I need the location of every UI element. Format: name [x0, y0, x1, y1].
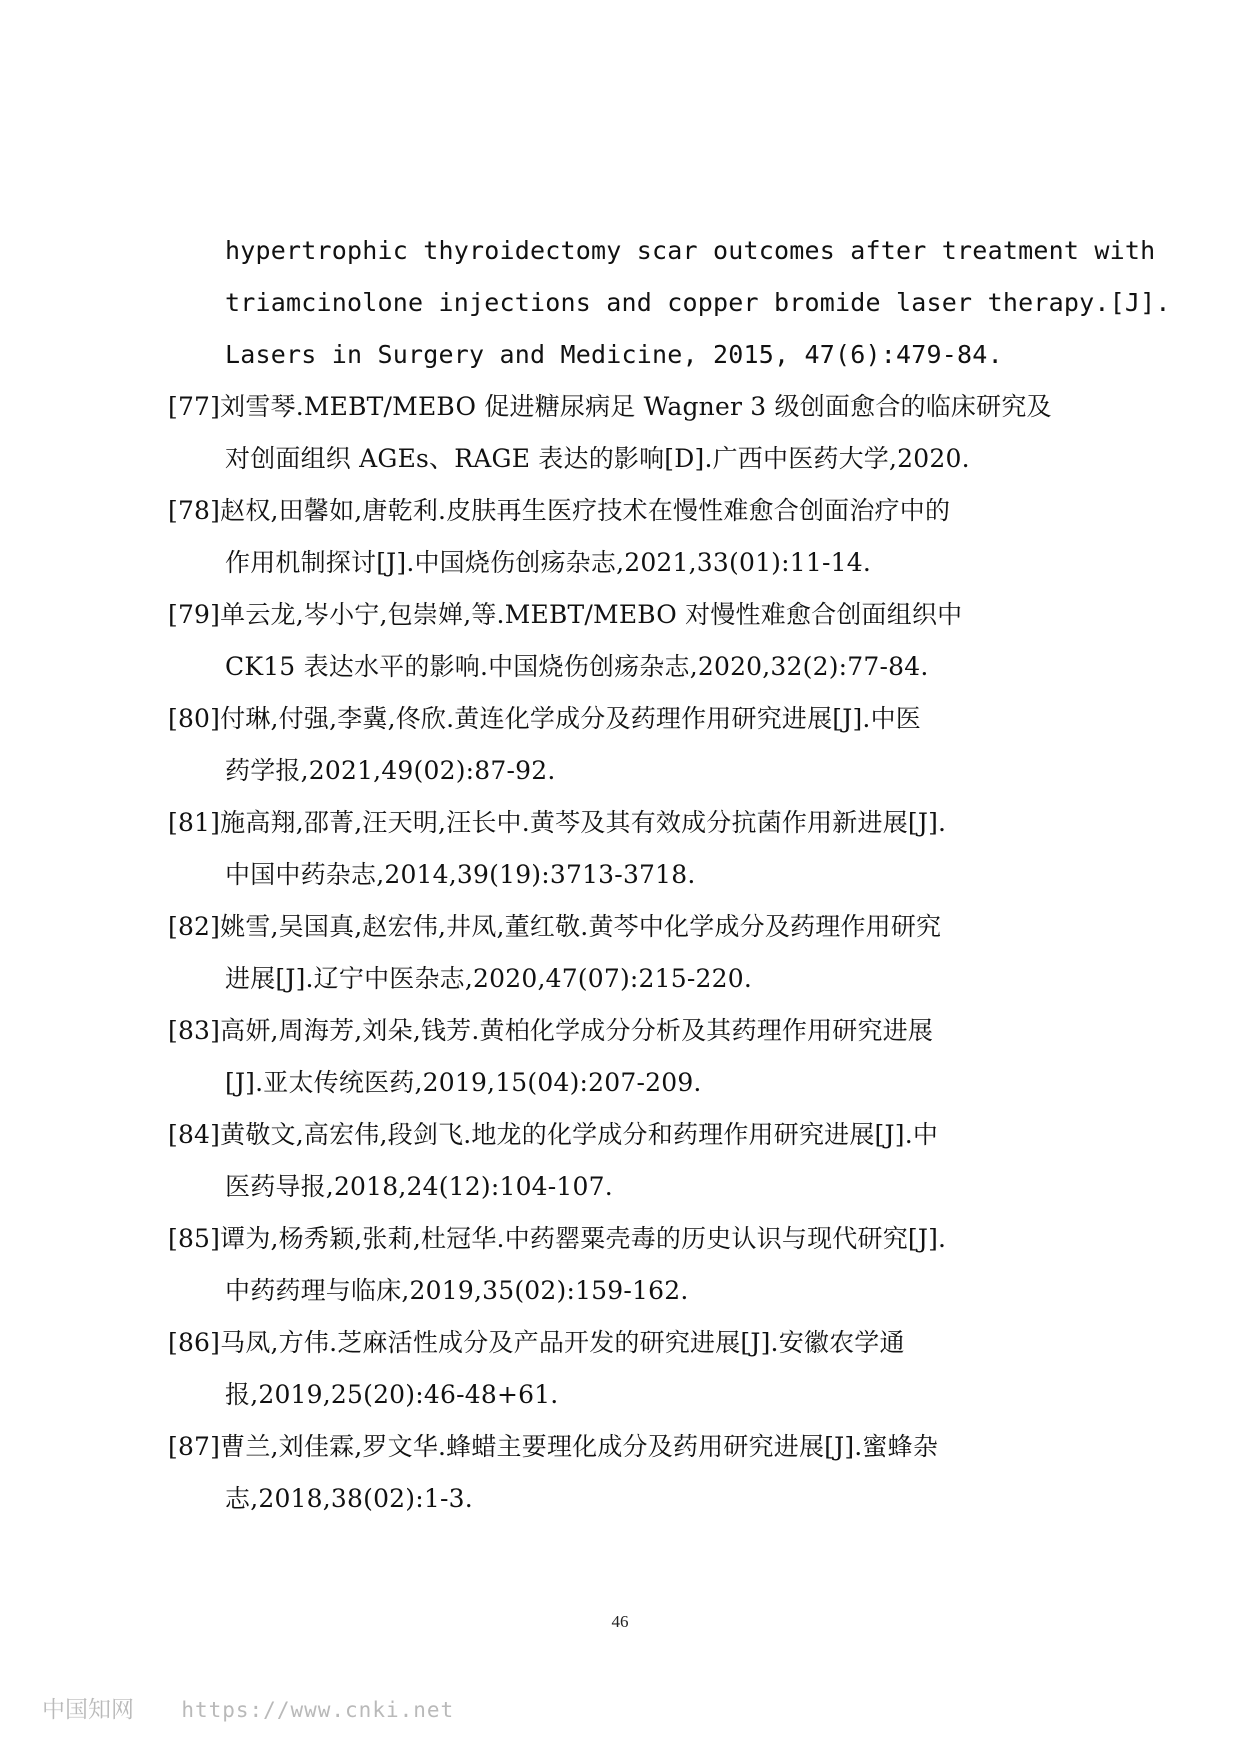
- reference-line: CK15 表达水平的影响.中国烧伤创疡杂志,2020,32(2):77-84.: [225, 652, 929, 681]
- reference-line: 医药导报,2018,24(12):104-107.: [225, 1172, 613, 1201]
- reference-line: 报,2019,25(20):46-48+61.: [225, 1380, 559, 1409]
- reference-line: [J].亚太传统医药,2019,15(04):207-209.: [225, 1068, 702, 1097]
- reference-line: [81]施高翔,邵菁,汪天明,汪长中.黄芩及其有效成分抗菌作用新进展[J].: [168, 808, 947, 837]
- reference-line: [86]马凤,方伟.芝麻活性成分及产品开发的研究进展[J].安徽农学通: [168, 1328, 905, 1357]
- page-number: 46: [611, 1612, 629, 1631]
- reference-line: 进展[J].辽宁中医杂志,2020,47(07):215-220.: [225, 964, 752, 993]
- reference-line: [78]赵权,田馨如,唐乾利.皮肤再生医疗技术在慢性难愈合创面治疗中的: [168, 496, 951, 525]
- reference-line: 志,2018,38(02):1-3.: [225, 1484, 473, 1513]
- reference-line: [83]高妍,周海芳,刘朵,钱芳.黄柏化学成分分析及其药理作用研究进展: [168, 1016, 934, 1045]
- cnki-url: https://www.cnki.net: [181, 1698, 455, 1722]
- reference-line: Lasers in Surgery and Medicine, 2015, 47(6):479-84.: [225, 340, 1003, 369]
- cnki-logo: 中国知网: [42, 1697, 134, 1723]
- reference-line: triamcinolone injections and copper bromide laser therapy.[J].: [225, 288, 1171, 317]
- reference-line: [82]姚雪,吴国真,赵宏伟,井凤,董红敬.黄芩中化学成分及药理作用研究: [168, 912, 942, 941]
- reference-line: [77]刘雪琴.MEBT/MEBO 促进糖尿病足 Wagner 3 级创面愈合的临床研究及: [168, 392, 1052, 421]
- reference-line: [85]谭为,杨秀颖,张莉,杜冠华.中药罂粟壳毒的历史认识与现代研究[J].: [168, 1224, 947, 1253]
- reference-line: [87]曹兰,刘佳霖,罗文华.蜂蜡主要理化成分及药用研究进展[J].蜜蜂杂: [168, 1432, 939, 1461]
- reference-line: [84]黄敬文,高宏伟,段剑飞.地龙的化学成分和药理作用研究进展[J].中: [168, 1120, 939, 1149]
- reference-line: 中药药理与临床,2019,35(02):159-162.: [225, 1276, 689, 1305]
- cnki-watermark: [42, 1691, 454, 1724]
- reference-line: [79]单云龙,岑小宁,包崇婵,等.MEBT/MEBO 对慢性难愈合创面组织中: [168, 600, 963, 629]
- reference-line: [80]付琳,付强,李冀,佟欣.黄连化学成分及药理作用研究进展[J].中医: [168, 704, 921, 733]
- reference-line: 作用机制探讨[J].中国烧伤创疡杂志,2021,33(01):11-14.: [225, 548, 871, 577]
- reference-line: hypertrophic thyroidectomy scar outcomes after treatment with: [225, 236, 1156, 265]
- reference-line: 药学报,2021,49(02):87-92.: [225, 756, 556, 785]
- reference-line: 对创面组织 AGEs、RAGE 表达的影响[D].广西中医药大学,2020.: [225, 444, 970, 473]
- reference-line: 中国中药杂志,2014,39(19):3713-3718.: [225, 860, 696, 889]
